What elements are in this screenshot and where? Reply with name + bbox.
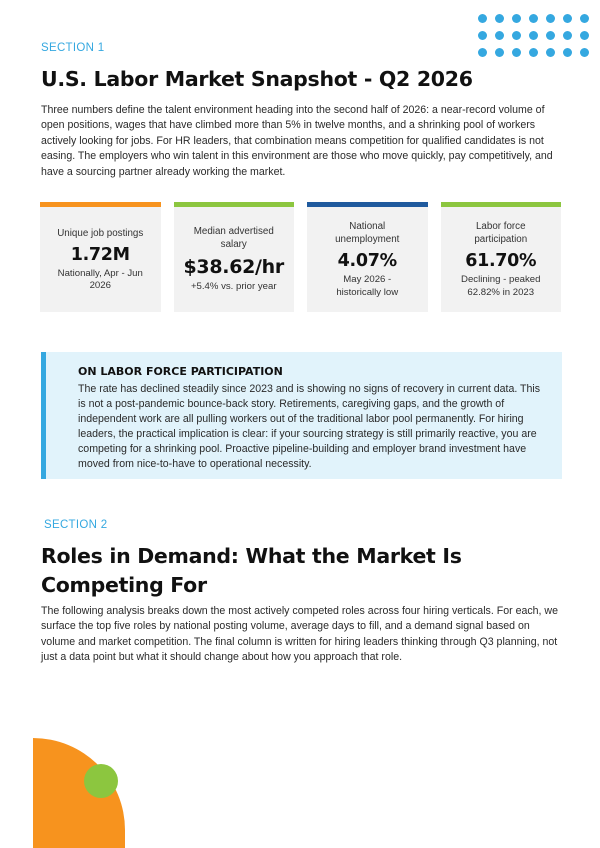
section-2-title: Roles in Demand: What the Market Is Competing For [41,544,462,597]
stat-note: Declining - peaked 62.82% in 2023 [461,274,541,298]
stat-value: 4.07% [337,251,397,271]
section-2-label: SECTION 2 [44,519,108,531]
section-1-intro: Three numbers define the talent environment heading into the second half of 2026: a near-record volume of open positions, wages that have climbed more than 5% in twelve months, and a shrinking pool of workers actively looking for jobs. For HR leaders, that combination means competition for qualified candidates is not easing. The employers who win talent in this environment are those who move quickly, pay competitively, and have a sourcing partner already working the market. [41,104,553,178]
stat-note: Nationally, Apr - Jun 2026 [57,267,143,291]
stat-note: May 2026 - historically low [336,274,399,298]
callout-title: ON LABOR FORCE PARTICIPATION [78,365,283,378]
stat-card-labor-force [441,202,562,312]
section-2-intro: The following analysis breaks down the most actively competed roles across four hiring verticals. For each, we surface the top five roles by national posting volume, average days to fill, and a demand signal based on volume and market competition. The final column is written for hiring leaders thinking through Q3 planning, not just a data point but what it should change about how you approach that role. [41,605,558,664]
section-1-title: U.S. Labor Market Snapshot - Q2 2026 [41,67,473,91]
section-1-label: SECTION 1 [41,42,105,54]
stat-note: +5.4% vs. prior year [190,281,277,293]
stat-cards [40,202,561,312]
callout-text: The rate has declined steadily since 2023 and is showing no signs of recovery in current data. This is not a post-pandemic bounce-back story. Retirements, caregiving gaps, and the growth of independent work are all pulling workers out of the traditional labor pool permanently. For hiring leaders, the practical implication is clear: if your sourcing strategy is still primarily reactive, you are competing for a shrinking pool. Proactive pipeline-building and employer brand investment have moved from nice-to-have to operational necessity. [78,383,541,470]
stat-label: Labor force participation [474,221,528,245]
decorative-green-circle [84,764,118,798]
stat-card-unemployment [307,202,428,312]
stat-label: National unemployment [335,221,400,245]
stat-label: Median advertised salary [193,226,274,251]
stat-card-median-salary [174,202,295,312]
stat-value: $38.62/hr [183,256,284,279]
decorative-dot-grid [478,14,589,57]
stat-card-job-postings [40,202,161,312]
stat-value: 1.72M [70,244,130,265]
labor-force-callout [41,352,562,479]
stat-value: 61.70% [465,251,537,271]
stat-label: Unique job postings [57,227,144,239]
